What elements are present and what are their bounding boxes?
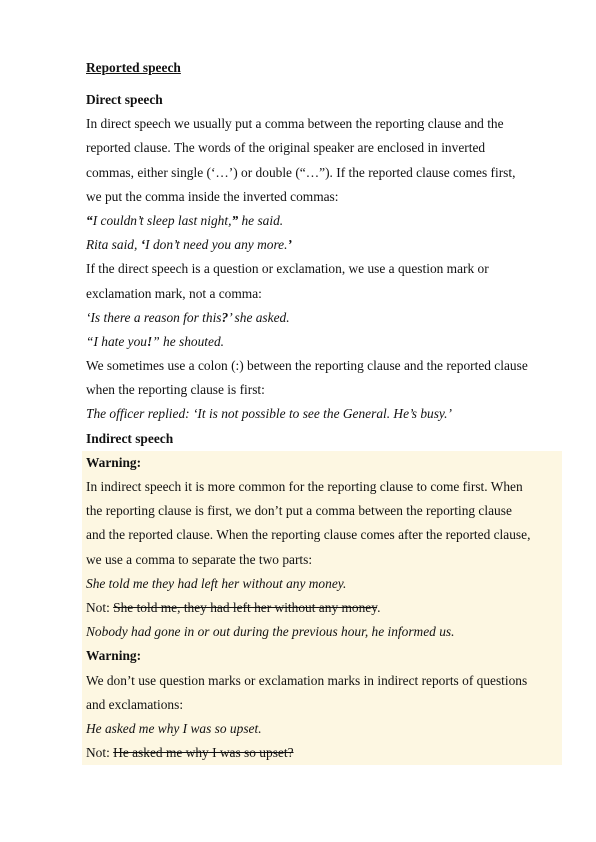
direct-paragraph-line: In direct speech we usually put a comma between the reporting clause and the	[86, 116, 504, 132]
direct-paragraph-line: when the reporting clause is first:	[86, 382, 265, 398]
reporting-clause: he said.	[238, 212, 284, 228]
quoted-text: I don’t need you any more.	[145, 237, 288, 253]
reporting-clause: ” he shouted.	[152, 333, 225, 349]
example-sentence	[86, 209, 556, 233]
sentence-end: .	[377, 599, 381, 615]
direct-paragraph-line: reported clause. The words of the original speaker are enclosed in inverted	[86, 140, 486, 156]
quote-mark: ’	[287, 237, 292, 253]
indirect-paragraph-line: we use a comma to separate the two parts:	[82, 548, 562, 572]
incorrect-example	[82, 596, 562, 620]
page-title: Reported speech	[86, 60, 181, 75]
quoted-text: “I hate you	[86, 333, 147, 349]
reporting-clause: Rita said,	[86, 237, 141, 253]
incorrect-example	[82, 741, 562, 765]
warning-label: Warning:	[82, 451, 562, 475]
quoted-text: ‘Is there a reason for this	[86, 309, 222, 325]
indirect-paragraph-line: and exclamations:	[82, 693, 562, 717]
example-sentence	[86, 306, 556, 330]
document-page	[86, 56, 556, 765]
indirect-speech-heading: Indirect speech	[86, 430, 174, 446]
example-sentence: The officer replied: ‘It is not possible to see the General. He’s busy.’	[86, 406, 452, 422]
direct-paragraph-line: We sometimes use a colon (:) between the reporting clause and the reported clause	[86, 358, 528, 374]
example-sentence: She told me they had left her without any money.	[82, 572, 562, 596]
quote-mark: ”	[231, 212, 239, 228]
warning-label: Warning:	[82, 644, 562, 668]
reporting-clause: ’ she asked.	[228, 309, 290, 325]
indirect-paragraph-line: and the reported clause. When the reporting clause comes after the reported clause,	[82, 523, 562, 547]
direct-paragraph-line: exclamation mark, not a comma:	[86, 285, 262, 301]
example-sentence: Nobody had gone in or out during the previous hour, he informed us.	[82, 620, 562, 644]
direct-speech-heading: Direct speech	[86, 92, 163, 107]
indirect-paragraph-line: We don’t use question marks or exclamation marks in indirect reports of questions	[82, 669, 562, 693]
direct-paragraph-line: If the direct speech is a question or exclamation, we use a question mark or	[86, 261, 489, 277]
not-label: Not:	[86, 599, 114, 615]
example-sentence	[86, 233, 556, 257]
not-label: Not:	[86, 745, 114, 761]
indirect-paragraph-line: In indirect speech it is more common for the reporting clause to come first. When	[82, 475, 562, 499]
example-sentence	[86, 330, 556, 354]
direct-paragraph-line: commas, either single (‘…’) or double (“…”). If the reported clause comes first,	[86, 164, 516, 180]
example-sentence: He asked me why I was so upset.	[82, 717, 562, 741]
struck-text: She told me, they had left her without any money	[113, 599, 378, 615]
quote-mark: “	[86, 212, 93, 228]
exclamation-mark: !	[147, 333, 153, 349]
question-mark: ?	[221, 309, 229, 325]
quoted-text: I couldn’t sleep last night,	[92, 212, 232, 228]
direct-paragraph-line: we put the comma inside the inverted commas:	[86, 188, 339, 204]
quote-mark: ‘	[140, 237, 146, 253]
struck-text: He asked me why I was so upset?	[113, 745, 294, 761]
indirect-paragraph-line: the reporting clause is first, we don’t put a comma between the reporting clause	[82, 499, 562, 523]
